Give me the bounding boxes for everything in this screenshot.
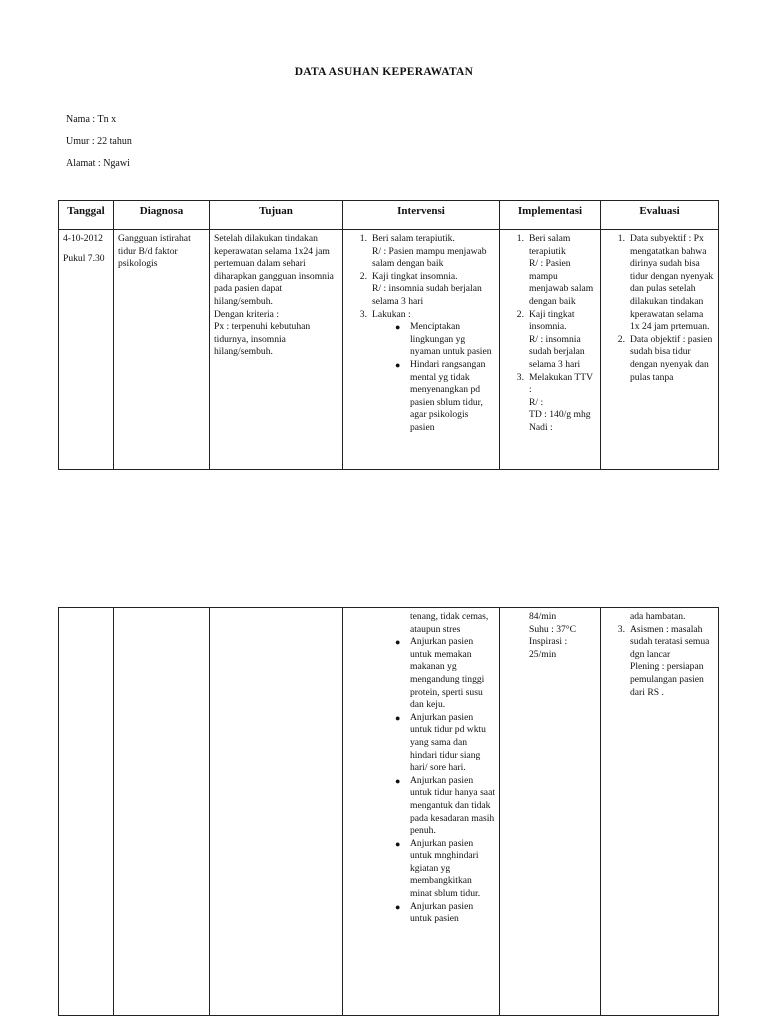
bullet-icon: ● [395,775,401,786]
cell-tujuan [210,230,343,470]
table-row [59,230,719,470]
cell-evaluasi-cont: ada hambatan. 3. Asismen : masalah sudah teratasi semua dgn lancar Plening : persiapan pemulangan pasien dari RS . [601,608,719,1016]
cell-tanggal-cont [59,608,114,1016]
header-diagnosa: Diagnosa [114,201,210,230]
bullet-item: ● Anjurkan pasien untuk tidur pd wktu yang sama dan hindari tidur siang hari/ sore hari. [395,711,486,774]
tujuan-px: Px : terpenuhi kebutuhan tidurnya, insomnia hilang/sembuh. [214,321,311,358]
patient-name: Nama : Tn x [66,114,117,125]
cell-diagnosa-cont [114,608,210,1016]
care-table-page-1 [58,200,719,470]
bullet-icon: ● [395,901,401,912]
bullet-icon: ● [395,838,401,849]
header-implementasi: Implementasi [500,201,601,230]
table-row [59,608,719,1016]
list-item: 1. Data subyektif : Px mengatatkan bahwa dirinya sudah bisa tidur dengan nyenyak dan pulas setelah dilakukan tindakan kperawatan selama 1x 24 jam prtemuan. [617,233,714,333]
care-table-page-2 [58,607,719,1016]
patient-address: Alamat : Ngawi [66,158,130,169]
patient-age: Umur : 22 tahun [66,136,132,147]
list-item: 3. Lakukan : [359,308,411,320]
cell-tanggal [59,230,114,470]
cell-tujuan-cont [210,608,343,1016]
list-item: 2. Kaji tingkat insomnia. [359,270,458,282]
header-evaluasi: Evaluasi [601,201,719,230]
bullet-icon: ● [395,637,401,648]
tanggal-date: 4-10-2012 [63,233,103,244]
bullet-item: ● Menciptakan lingkungan yg nyaman untuk pasien [395,321,492,358]
document-title: DATA ASUHAN KEPERAWATAN [294,66,474,78]
bullet-icon: ● [395,322,401,333]
list-item: 3. Asismen : masalah sudah teratasi semua dgn lancar [617,623,710,660]
cell-intervensi: 1. Beri salam terapiutik. R/ : Pasien mampu menjawab salam dengan baik 2. Kaji tingkat insomnia. R/ : insomnia sudah berjalan selama 3 hari 3. Lakukan : ● Menciptakan lingkungan yg nyaman untuk pasien ● Hindari rangsangan mental yg tidak menyenangkan pd pasien sblum tidur, agar psikologis pasien [343,230,500,470]
tujuan-kriteria: Dengan kriteria : [214,308,279,320]
bullet-icon: ● [395,712,401,723]
header-intervensi: Intervensi [343,201,500,230]
list-item: 2. Data objektif : pasien sudah bisa tidur dengan nyenyak dan pulas tanpa [617,333,713,383]
bullet-icon: ● [395,359,401,370]
bullet-item: ● Hindari rangsangan mental yg tidak menyenangkan pd pasien sblum tidur, agar psikologis pasien [395,358,486,433]
cell-implementasi: 1. Beri salam terapiutik R/ : Pasien mampu menjawab salam dengan baik 2. Kaji tingkat insomnia. R/ : insomnia sudah berjalan selama 3 hari 3. Melakukan TTV : R/ : TD : 140/g mhg Nadi : [500,230,601,470]
bullet-item: ● Anjurkan pasien untuk memakan makanan yg mengandung tinggi protein, sperti susu dan keju. [395,636,485,711]
cell-diagnosa [114,230,210,470]
cell-intervensi-cont: tenang, tidak cemas, ataupun stres ● Anjurkan pasien untuk memakan makanan yg mengandung tinggi protein, sperti susu dan keju. ● Anjurkan pasien untuk tidur pd wktu yang sama dan hindari tidur siang hari/ sore hari. ● Anjurkan pasien untuk tidur hanya saat mengantuk dan tidak pada kesadaran masih penuh. ● Anjurkan pasien untuk mnghindari kgiatan yg membangkitkan minat sblum tidur. ● Anjurkan pasien untuk pasien [343,608,500,1016]
bullet-item: ● Anjurkan pasien untuk tidur hanya saat mengantuk dan tidak pada kesadaran masih penuh. [395,774,495,837]
list-item: 2. Kaji tingkat insomnia. [516,308,575,333]
diagnosa-text: Gangguan istirahat tidur B/d faktor psikologis [118,233,191,270]
header-tanggal: Tanggal [59,201,114,230]
tanggal-time: Pukul 7.30 [63,252,105,264]
cell-evaluasi [601,230,719,470]
bullet-item: ● Anjurkan pasien untuk mnghindari kgiatan yg membangkitkan minat sblum tidur. [395,837,481,900]
bullet-item: ● Anjurkan pasien untuk pasien [395,900,474,925]
list-item: 1. Beri salam terapiutik [516,233,571,257]
cell-implementasi-cont: 84/min Suhu : 37°C Inspirasi : 25/min [500,608,601,1016]
list-item: 3. Melakukan TTV : [516,371,593,396]
list-item: 1. Beri salam terapiutik. [359,233,455,244]
tujuan-text: Setelah dilakukan tindakan keperawatan selama 1x24 jam pertemuan dalam sehari diharapkan gangguan insomnia pada pasien dapat hilang/sembuh. [214,233,334,307]
header-tujuan: Tujuan [210,201,343,230]
table-header-row [59,201,719,230]
